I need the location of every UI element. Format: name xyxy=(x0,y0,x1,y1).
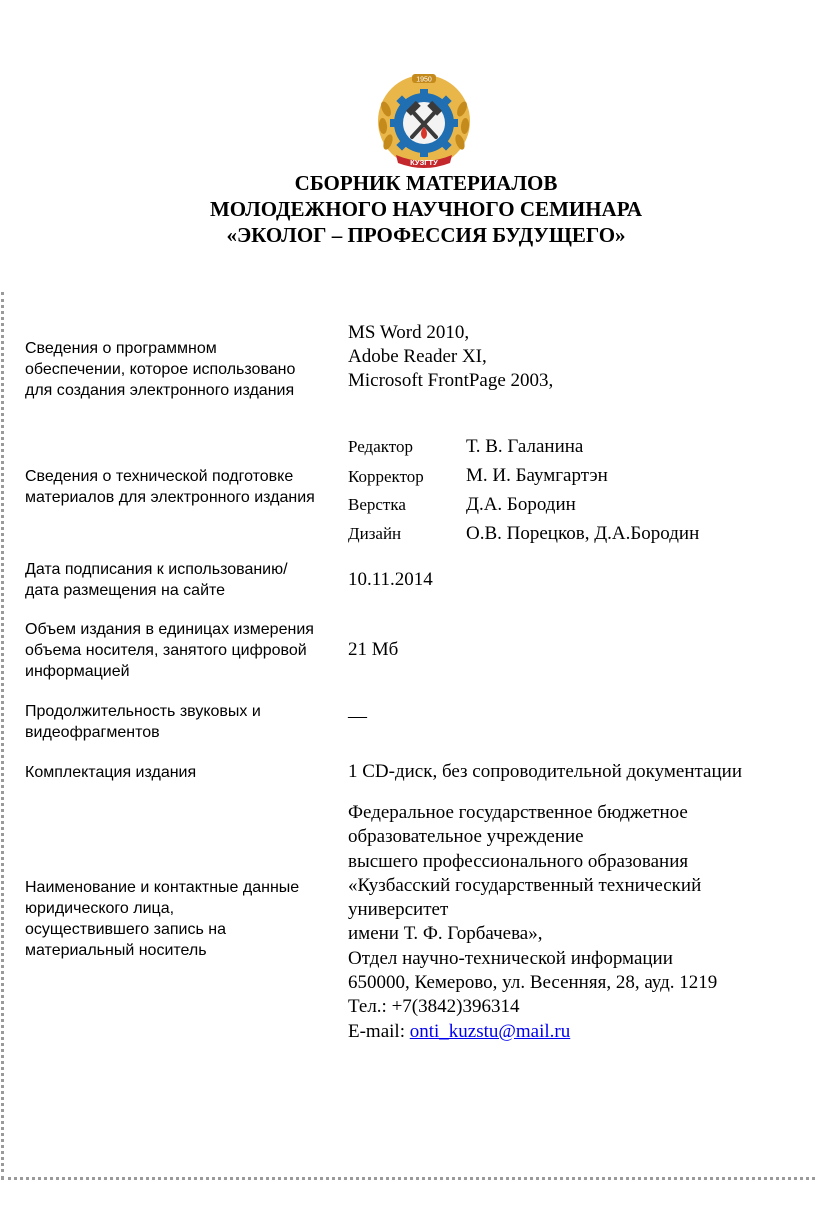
package-value: 1 CD-диск, без сопроводительной документации xyxy=(348,761,742,782)
date-value: 10.11.2014 xyxy=(348,569,433,590)
title-line-1: СБОРНИК МАТЕРИАЛОВ xyxy=(294,171,558,195)
publisher-email-line: E-mail: onti_kuzstu@mail.ru xyxy=(348,1020,571,1042)
title-line-2: МОЛОДЕЖНОГО НАУЧНОГО СЕМИНАРА xyxy=(209,197,643,221)
tech-role-proofreader: Корректор xyxy=(348,467,424,486)
university-emblem-logo xyxy=(376,71,472,171)
tech-name-editor: Т. В. Галанина xyxy=(466,436,584,457)
tech-name-design: О.В. Порецков, Д.А.Бородин xyxy=(466,523,700,544)
tech-name-layout: Д.А. Бородин xyxy=(466,494,576,515)
document-title xyxy=(0,170,816,248)
tech-role-design: Дизайн xyxy=(348,524,402,543)
publisher-details: Федеральное государственное бюджетное образовательное учреждение высшего профессионального образования «Кузбасский государственный технический университет имени Т. Ф. Горбачева», Отдел научно-технической информации 650000, Кемерово, ул. Весенняя, 28, ауд. 1219 Тел.: +7(3842)396314 E-mail: onti_kuzstu@mail.ru xyxy=(348,801,717,1044)
volume-label: Объем издания в единицах измерения объема носителя, занятого цифровой информацией xyxy=(25,621,314,680)
software-info-value: MS Word 2010, Adobe Reader XI, Microsoft FrontPage 2003, xyxy=(348,322,554,391)
date-label: Дата подписания к использованию/ дата размещения на сайте xyxy=(25,561,288,599)
page-frame-left-border xyxy=(1,292,4,1179)
tech-name-proofreader: М. И. Баумгартэн xyxy=(466,465,608,486)
tech-role-editor: Редактор xyxy=(348,437,413,456)
publisher-label: Наименование и контактные данные юридического лица, осуществившего запись на материальный носитель xyxy=(25,879,300,959)
volume-value: 21 Мб xyxy=(348,639,399,660)
tech-preparation-label: Сведения о технической подготовке материалов для электронного издания xyxy=(25,468,315,506)
package-label: Комплектация издания xyxy=(25,764,197,781)
software-info-label: Сведения о программном обеспечении, которое использовано для создания электронного издания xyxy=(25,340,296,399)
title-line-3: «ЭКОЛОГ – ПРОФЕССИЯ БУДУЩЕГО» xyxy=(226,223,626,247)
duration-label: Продолжительность звуковых и видеофрагментов xyxy=(25,703,261,741)
tech-role-layout: Верстка xyxy=(348,495,406,514)
page-frame-bottom-border xyxy=(1,1177,815,1180)
email-link[interactable]: onti_kuzstu@mail.ru xyxy=(409,1020,571,1042)
emblem-ribbon-text: КУЗГТУ xyxy=(410,158,438,167)
emblem-year-text: 1950 xyxy=(416,76,432,84)
duration-value: — xyxy=(348,706,367,727)
